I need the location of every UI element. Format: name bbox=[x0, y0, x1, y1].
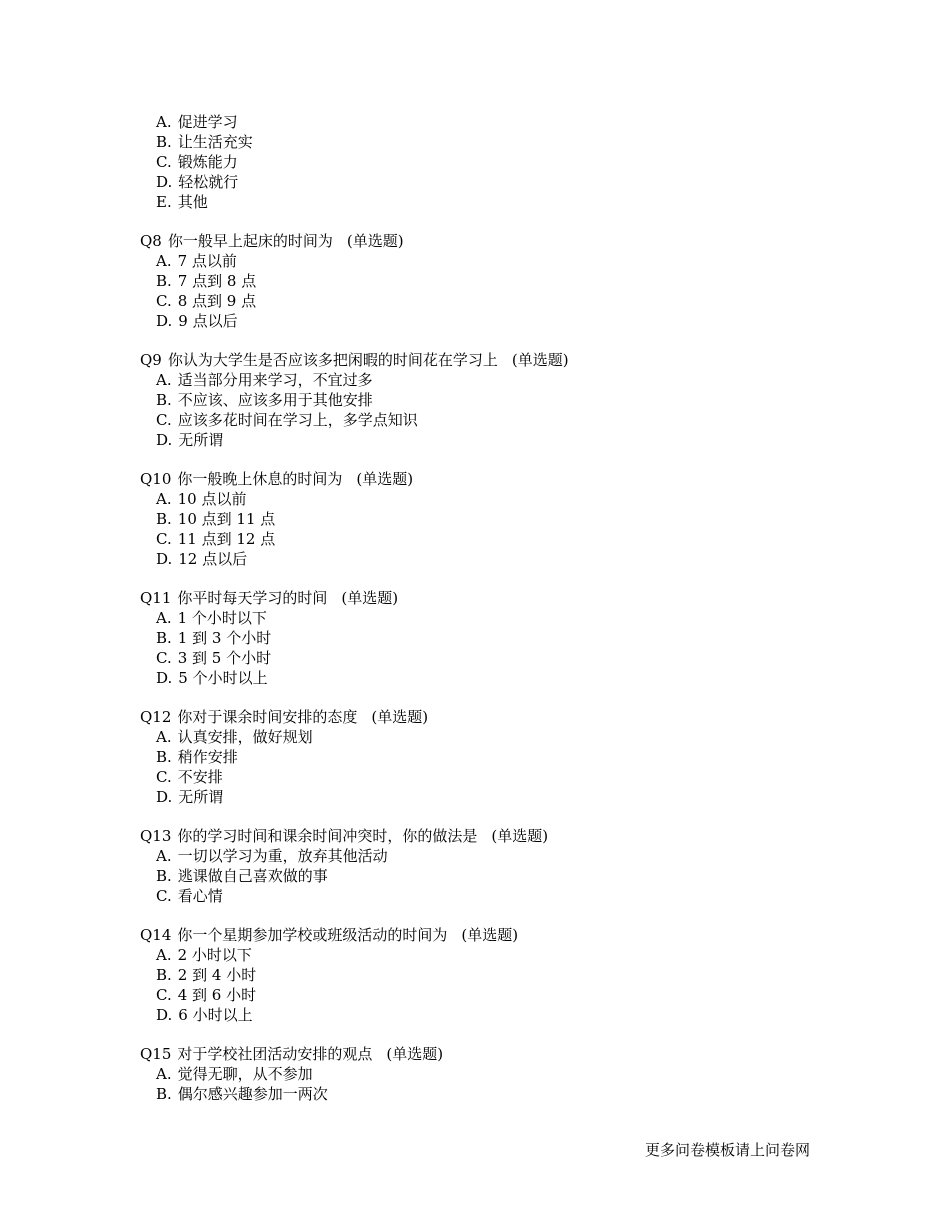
option-text: 10 点到 11 点 bbox=[177, 510, 276, 528]
option-item bbox=[140, 886, 840, 906]
question-type: (单选题) bbox=[346, 232, 404, 250]
option-text: 2 到 4 小时 bbox=[177, 966, 257, 984]
option-letter: A. bbox=[156, 946, 172, 964]
question-text: 对于学校社团活动安排的观点 bbox=[177, 1045, 373, 1063]
option-text: 5 个小时以上 bbox=[178, 669, 268, 687]
option-letter: B. bbox=[156, 272, 172, 290]
option-item bbox=[140, 767, 840, 787]
option-text: 无所谓 bbox=[178, 788, 224, 806]
option-text: 4 到 6 小时 bbox=[177, 986, 257, 1004]
option-letter: A. bbox=[156, 252, 172, 270]
option-letter: C. bbox=[156, 887, 172, 905]
question-line bbox=[140, 350, 840, 370]
option-letter: B. bbox=[156, 748, 172, 766]
option-letter: A. bbox=[156, 371, 172, 389]
question-number: Q15 bbox=[140, 1045, 172, 1063]
option-letter: C. bbox=[156, 530, 172, 548]
option-text: 轻松就行 bbox=[178, 173, 239, 191]
question-line bbox=[140, 1044, 840, 1064]
option-text: 认真安排，做好规划 bbox=[177, 728, 313, 746]
option-letter: D. bbox=[156, 669, 173, 687]
question-number: Q10 bbox=[140, 470, 172, 488]
option-item bbox=[140, 727, 840, 747]
question-type: (单选题) bbox=[386, 1045, 444, 1063]
option-item bbox=[140, 430, 840, 450]
option-item bbox=[140, 112, 840, 132]
option-text: 9 点以后 bbox=[178, 312, 238, 330]
question-number: Q14 bbox=[140, 926, 172, 944]
option-text: 应该多花时间在学习上，多学点知识 bbox=[177, 411, 418, 429]
option-item bbox=[140, 628, 840, 648]
section-spacer bbox=[140, 569, 840, 588]
section-spacer bbox=[140, 1025, 840, 1044]
section-spacer bbox=[140, 212, 840, 231]
option-letter: B. bbox=[156, 1085, 172, 1103]
question-type: (单选题) bbox=[511, 351, 569, 369]
option-item bbox=[140, 311, 840, 331]
option-text: 锻炼能力 bbox=[177, 153, 238, 171]
option-item bbox=[140, 489, 840, 509]
option-letter: C. bbox=[156, 292, 172, 310]
option-item bbox=[140, 1084, 840, 1104]
option-item bbox=[140, 132, 840, 152]
option-item bbox=[140, 648, 840, 668]
option-text: 一切以学习为重，放弃其他活动 bbox=[177, 847, 388, 865]
question-text: 你一般早上起床的时间为 bbox=[167, 232, 333, 250]
option-text: 7 点以前 bbox=[177, 252, 237, 270]
question-number: Q9 bbox=[140, 351, 162, 369]
option-item bbox=[140, 846, 840, 866]
option-letter: C. bbox=[156, 768, 172, 786]
option-text: 逃课做自己喜欢做的事 bbox=[177, 867, 328, 885]
question-type: (单选题) bbox=[461, 926, 519, 944]
question-text: 你平时每天学习的时间 bbox=[177, 589, 328, 607]
question-number: Q12 bbox=[140, 708, 172, 726]
question-block bbox=[140, 112, 840, 212]
option-letter: C. bbox=[156, 986, 172, 1004]
option-item bbox=[140, 291, 840, 311]
option-item bbox=[140, 152, 840, 172]
option-letter: E. bbox=[156, 193, 172, 211]
option-text: 2 小时以下 bbox=[177, 946, 252, 964]
question-number: Q11 bbox=[140, 589, 172, 607]
option-letter: D. bbox=[156, 173, 173, 191]
option-item bbox=[140, 608, 840, 628]
option-text: 6 小时以上 bbox=[178, 1006, 253, 1024]
option-item bbox=[140, 1005, 840, 1025]
option-text: 3 到 5 个小时 bbox=[177, 649, 272, 667]
option-text: 稍作安排 bbox=[177, 748, 238, 766]
option-item bbox=[140, 668, 840, 688]
option-letter: D. bbox=[156, 788, 173, 806]
option-letter: D. bbox=[156, 431, 173, 449]
option-text: 不应该、应该多用于其他安排 bbox=[177, 391, 373, 409]
question-line bbox=[140, 588, 840, 608]
option-item bbox=[140, 747, 840, 767]
option-letter: B. bbox=[156, 133, 172, 151]
option-letter: A. bbox=[156, 609, 172, 627]
question-block bbox=[140, 826, 840, 906]
section-spacer bbox=[140, 906, 840, 925]
question-line bbox=[140, 707, 840, 727]
question-text: 你的学习时间和课余时间冲突时，你的做法是 bbox=[177, 827, 478, 845]
question-block bbox=[140, 1044, 840, 1104]
option-text: 适当部分用来学习，不宜过多 bbox=[177, 371, 373, 389]
option-item bbox=[140, 866, 840, 886]
option-letter: B. bbox=[156, 966, 172, 984]
question-number: Q13 bbox=[140, 827, 172, 845]
option-text: 1 个小时以下 bbox=[177, 609, 267, 627]
option-text: 看心情 bbox=[177, 887, 223, 905]
question-line bbox=[140, 469, 840, 489]
section-spacer bbox=[140, 688, 840, 707]
option-item bbox=[140, 509, 840, 529]
option-letter: D. bbox=[156, 550, 173, 568]
question-line bbox=[140, 925, 840, 945]
question-text: 你认为大学生是否应该多把闲暇的时间花在学习上 bbox=[167, 351, 498, 369]
option-letter: D. bbox=[156, 1006, 173, 1024]
option-text: 其他 bbox=[177, 193, 208, 211]
question-block bbox=[140, 707, 840, 807]
question-text: 你一般晚上休息的时间为 bbox=[177, 470, 343, 488]
option-letter: B. bbox=[156, 629, 172, 647]
question-type: (单选题) bbox=[491, 827, 549, 845]
question-block bbox=[140, 469, 840, 569]
option-letter: A. bbox=[156, 113, 172, 131]
option-item bbox=[140, 529, 840, 549]
question-line bbox=[140, 231, 840, 251]
option-letter: B. bbox=[156, 510, 172, 528]
option-item bbox=[140, 787, 840, 807]
option-text: 10 点以前 bbox=[177, 490, 247, 508]
option-letter: A. bbox=[156, 1065, 172, 1083]
option-item bbox=[140, 370, 840, 390]
question-block bbox=[140, 588, 840, 688]
option-letter: C. bbox=[156, 411, 172, 429]
option-item bbox=[140, 271, 840, 291]
option-text: 偶尔感兴趣参加一两次 bbox=[177, 1085, 328, 1103]
option-item bbox=[140, 985, 840, 1005]
question-text: 你一个星期参加学校或班级活动的时间为 bbox=[177, 926, 448, 944]
option-letter: C. bbox=[156, 649, 172, 667]
option-text: 7 点到 8 点 bbox=[177, 272, 257, 290]
option-letter: A. bbox=[156, 728, 172, 746]
option-letter: B. bbox=[156, 391, 172, 409]
option-item bbox=[140, 549, 840, 569]
option-item bbox=[140, 1064, 840, 1084]
section-spacer bbox=[140, 807, 840, 826]
option-text: 不安排 bbox=[177, 768, 223, 786]
option-text: 8 点到 9 点 bbox=[177, 292, 257, 310]
option-text: 12 点以后 bbox=[178, 550, 248, 568]
option-item bbox=[140, 192, 840, 212]
section-spacer bbox=[140, 450, 840, 469]
option-letter: D. bbox=[156, 312, 173, 330]
option-item bbox=[140, 965, 840, 985]
questionnaire-content bbox=[140, 112, 840, 1104]
question-block bbox=[140, 350, 840, 450]
question-line bbox=[140, 826, 840, 846]
question-text: 你对于课余时间安排的态度 bbox=[177, 708, 358, 726]
question-block bbox=[140, 231, 840, 331]
option-letter: A. bbox=[156, 490, 172, 508]
option-text: 无所谓 bbox=[178, 431, 224, 449]
question-number: Q8 bbox=[140, 232, 162, 250]
section-spacer bbox=[140, 331, 840, 350]
question-type: (单选题) bbox=[371, 708, 429, 726]
option-item bbox=[140, 410, 840, 430]
footer-note: 更多问卷模板请上问卷网 bbox=[644, 1141, 810, 1159]
question-type: (单选题) bbox=[341, 589, 399, 607]
option-item bbox=[140, 172, 840, 192]
question-type: (单选题) bbox=[356, 470, 414, 488]
question-block bbox=[140, 925, 840, 1025]
option-text: 1 到 3 个小时 bbox=[177, 629, 272, 647]
option-letter: C. bbox=[156, 153, 172, 171]
option-text: 觉得无聊，从不参加 bbox=[177, 1065, 313, 1083]
option-letter: A. bbox=[156, 847, 172, 865]
option-letter: B. bbox=[156, 867, 172, 885]
option-item bbox=[140, 390, 840, 410]
option-text: 让生活充实 bbox=[177, 133, 253, 151]
option-text: 11 点到 12 点 bbox=[177, 530, 276, 548]
option-item bbox=[140, 945, 840, 965]
option-text: 促进学习 bbox=[177, 113, 238, 131]
option-item bbox=[140, 251, 840, 271]
